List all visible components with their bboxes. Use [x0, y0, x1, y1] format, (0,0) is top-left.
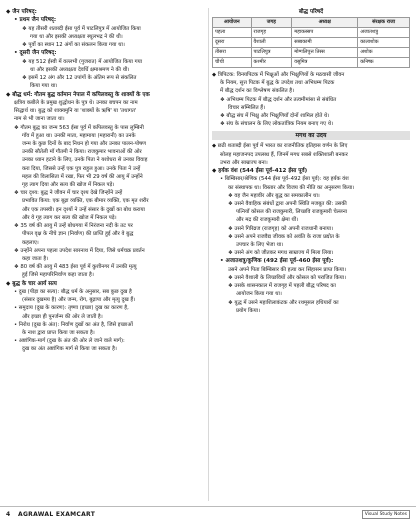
councils-header-cell: आयोजन: [213, 18, 252, 28]
councils-title: बौद्ध परिषदें: [298, 9, 324, 15]
councils-cell: अजातशत्रु: [358, 28, 410, 38]
left-text-line: नाम से भी जाना जाता था।: [14, 116, 65, 123]
left-text-line: ❖ पूर्वो का स्थान 12 अंगों का संकलन किया गया था।: [22, 42, 125, 49]
tripitaka-section: [212, 71, 410, 128]
left-text-line: ❖ 35 वर्ष की आयु में उन्हें बोधगया में निरंजना नदी के तट पर: [14, 223, 133, 230]
left-text-line: ❖ गौतम बुद्ध का जन्म 563 ईसा पूर्व में कपिलवस्तु के पास लुम्बिनी: [14, 124, 144, 131]
left-text-line: सिद्धार्थ था। बुद्ध को शाक्यमुनि या 'शाक्यों के ऋषि' या 'तथागत': [14, 108, 137, 115]
left-text-line: और वे गृह त्याग कर सत्य की खोज में निकल पड़े।: [22, 214, 117, 221]
table-row: [213, 28, 410, 38]
left-text-line: ❖ 80 वर्ष की आयु में 483 ईसा पूर्व में कुशीनगर में उनकी मृत्यु: [14, 264, 137, 271]
left-text-line: ❖ इसमें 12 अंग और 12 उपांगों के अंतिम रूप से संकलित: [22, 75, 137, 82]
left-text-line: ❖ उन्होंने अपना पहला उपदेश सारनाथ में दिया, जिसे धर्मचक्र प्रवर्तन: [14, 247, 145, 254]
councils-cell: दूसरा: [213, 38, 252, 48]
magadha-text-line: पत्नियाँ कोसल की राजकुमारी, लिच्छवि राजकुमारी चेल्लना: [236, 209, 348, 216]
left-text-line: (संसार दुखमय है) और जन्म, रोग, बुढ़ापा और मृत्यु दुख हैं।: [22, 297, 136, 304]
left-text-line: ◆ बुद्ध के चार आर्य सत्य: [6, 280, 57, 287]
left-text-line: महल की विलासिता में रखा, फिर भी 29 वर्ष की आयु में उन्होंने: [22, 173, 143, 180]
left-text-line: • अष्टांगिक-मार्ग (दुख के अंत की ओर ले जाने वाले मार्ग):: [14, 338, 125, 345]
magadha-text-line: आयोजन किया गया था।: [236, 291, 282, 298]
left-text-line: ◆ जैन परिषद्:: [6, 9, 37, 15]
magadha-text-line: ◆ हर्यक वंश (544 ईसा पूर्व–412 ईसा पूर्व): [212, 168, 308, 175]
tripitaka-text-line: ❖ अभिधम्म पिटक में बौद्ध दर्शन और तत्वमीमांसा से संबंधित: [220, 96, 337, 103]
brand-name: AGRAWAL EXAMCART: [18, 511, 96, 518]
left-text-line: गया था और इसकी अध्यक्षता स्थूलभद्र ने की थी।: [30, 34, 123, 41]
councils-body: [213, 28, 410, 68]
councils-cell: महाकस्सप: [292, 28, 358, 38]
section-band-magadha: मगध का उदय: [212, 131, 410, 140]
councils-table: [212, 17, 410, 68]
left-text-line: कहा जाता है।: [22, 255, 49, 262]
magadha-text-line: ❖ उसने गिरिव्रज (राजगृह) को अपनी राजधानी बनाया।: [228, 225, 334, 232]
magadha-text-line: ❖ उसने अंग को जीतकर मगध साम्राज्य में मिला लिया।: [228, 250, 334, 257]
left-text-line: • दूसरी जैन परिषद्:: [14, 50, 57, 57]
table-row: [213, 38, 410, 48]
left-text-line: दुख का अंत अष्टांगिक मार्ग से किया जा सकता है।: [22, 346, 117, 353]
magadha-text-line: ❖ उसने अपने राजवैद्य जीवक को अवंति के राजा प्रद्योत के: [228, 233, 340, 240]
left-text-line: • प्रथम जैन परिषद्:: [14, 17, 57, 24]
left-text-line: गृह त्याग दिया और सत्य की खोज में निकल पड़े।: [22, 182, 115, 189]
left-text-line: • समुदाय (दुख के कारण): तृष्णा (इच्छा) दुख का कारण है,: [14, 305, 129, 312]
councils-cell: पाटलिपुत्र: [251, 48, 292, 58]
left-text-line: था और इसकी अध्यक्षता देवर्धि क्षमाश्रमण ने की थी।: [30, 67, 130, 74]
left-text-line: और इच्छा ही पुनर्जन्म की ओर ले जाती है।: [22, 313, 103, 320]
tripitaka-text-line: ◆ त्रिपिटक: विनयपिटक में भिक्षुओं और भिक्षुणियों के मठवासी जीवन: [212, 72, 345, 78]
magadha-text-line: का संस्थापक था। विस्तार और विजय की नीति का अनुसरण किया।: [228, 184, 355, 191]
councils-cell: कनिष्क: [358, 58, 410, 68]
page-footer: [0, 506, 416, 525]
left-text-line: • दुख (पीड़ा का सत्य): बौद्ध धर्म के अनुसार, सब कुछ दुख है: [14, 288, 132, 295]
councils-cell: पहला: [213, 28, 252, 38]
magadha-text-line: ❖ युद्ध में उसने महाशिलाकंटक और रथमूसल हथियारों का: [228, 299, 339, 306]
left-text-line: ❖ चार दृश्य: बुद्ध ने जीवन में चार दृश्य देखे जिन्होंने उन्हें: [14, 190, 123, 197]
magadha-text-line: • बिम्बिसार/श्रेणिक (544 ईसा पूर्व–492 ईसा पूर्व): वह हर्यक वंश: [220, 176, 349, 183]
councils-cell: सब्बकामी: [292, 38, 358, 48]
councils-cell: तीसरा: [213, 48, 252, 58]
tripitaka-text-line: विचार सम्मिलित हैं।: [228, 104, 266, 111]
councils-header-cell: जगह: [251, 18, 292, 28]
magadha-text-line: प्रयोग किया।: [236, 307, 261, 314]
left-text-line: गाँव में हुआ था। उनकी माता, महामाया (महारानी) का उनके: [22, 132, 136, 139]
magadha-text-line: उपचार के लिए भेजा था।: [236, 242, 284, 249]
tripitaka-text-line: के नियम, सुत्त पिटक में बुद्ध के उपदेश तथा अभिधम्म पिटक: [220, 80, 335, 87]
left-text-line: पीपल वृक्ष के नीचे ज्ञान (निर्वाण) की प्राप्ति हुई और वे बुद्ध: [22, 231, 134, 238]
column-divider: [208, 8, 209, 501]
councils-header-row: [213, 18, 410, 28]
page-number: 4: [6, 511, 11, 518]
right-column: [212, 8, 410, 501]
councils-cell: वसुमित्र: [292, 58, 358, 68]
magadha-text-line: और मद्र की राजकुमारी क्षेमा थीं।: [236, 217, 299, 224]
magadha-text-line: ❖ उसने वैवाहिक संबंधों द्वारा अपनी स्थिति मजबूत की: उसकी: [228, 201, 347, 208]
left-text-line: प्रभावित किया: एक बूढ़ा व्यक्ति, एक बीमार व्यक्ति, एक मृत शरीर: [22, 198, 149, 205]
left-text-line: उनकी सौतेली माँ गौतमी ने किया। राजकुमार भावनाओं की ओर: [22, 149, 142, 156]
councils-header-cell: संरक्षक राजा: [358, 18, 410, 28]
magadha-section: [212, 142, 410, 315]
left-text-line: और एक तपस्वी। इन दृश्यों ने उन्हें संसार के दुखों का बोध कराया: [22, 206, 145, 213]
tripitaka-text-line: में बौद्ध दर्शन का विश्लेषण संकलित है।: [220, 88, 295, 95]
left-text-line: ❖ यह तीसरी शताब्दी ईसा पूर्व में पाटलिपुत्र में आयोजित किया: [22, 25, 141, 32]
councils-cell: वैशाली: [251, 38, 292, 48]
left-text-line: हुई जिसे महापरिनिर्वाण कहा जाता है।: [22, 272, 94, 279]
councils-cell: कालाशोक: [358, 38, 410, 48]
left-text-line: ❖ यह 512 ईस्वी में वल्लभी (गुजरात) में आयोजित किया गया: [22, 58, 143, 65]
left-text-line: उनका ध्यान हटाने के लिए, उनके पिता ने यशोधरा से उनका विवाह: [22, 157, 148, 164]
councils-cell: चौथी: [213, 58, 252, 68]
tripitaka-text-line: ❖ बौद्ध संघ में भिक्षु और भिक्षुणियाँ दोनों शामिल होते थे।: [220, 113, 330, 120]
magadha-text-line: ❖ उसके शासनकाल में राजगृह में पहली बौद्ध परिषद का: [228, 283, 336, 290]
councils-cell: राजगृह: [251, 28, 292, 38]
tripitaka-text-line: ❖ संघ के संचालन के लिए लोकतांत्रिक नियम बनाए गए थे।: [220, 121, 334, 128]
left-text-line: कहलाए।: [22, 239, 39, 246]
councils-cell: मोग्गलिपुत्त तिस्स: [292, 48, 358, 58]
left-text-line: क्षत्रिय कबीले के प्रमुख शुद्धोधन के पुत्र थे। उनका बचपन का नाम: [14, 100, 138, 107]
left-text-line: करा दिया, जिससे उन्हें एक पुत्र राहुल हुआ। उनके पिता ने उन्हें: [22, 165, 141, 172]
left-column: [6, 8, 206, 501]
magadha-text-line: ❖ वह जैन महावीर और बुद्ध का समकालीन था।: [228, 192, 320, 199]
left-text-line: के नाश द्वारा प्राप्त किया जा सकता है।: [22, 329, 95, 336]
left-text-line: जन्म के कुछ दिनों के बाद निधन हो गया और उनका पालन-पोषण: [22, 141, 147, 148]
magadha-text-line: उसने अपने पिता बिम्बिसार की हत्या कर सिंहासन प्राप्त किया।: [228, 266, 347, 273]
magadha-text-line: उभरा और साम्राज्य बना।: [220, 159, 268, 166]
table-row: [213, 48, 410, 58]
table-row: [213, 58, 410, 68]
councils-header-cell: अध्यक्ष: [292, 18, 358, 28]
councils-cell: अशोक: [358, 48, 410, 58]
magadha-text-line: सोलह महाजनपद उपलब्ध हैं, जिनमें मगध सबसे शक्तिशाली बनकर: [220, 151, 348, 158]
footer-tag: Visual Study Notes: [362, 510, 410, 519]
left-text-line: किया गया था।: [30, 83, 58, 90]
magadha-text-line: ❖ उसने वैशाली के लिच्छवियों और कोसल को पराजित किया।: [228, 275, 347, 282]
left-text-line: • निरोध (दुख के अंत): निर्वाण दुखों का अंत है, जिसे इच्छाओं: [14, 321, 133, 328]
magadha-text-line: • अजातशत्रु/कुणिक (492 ईसा पूर्व–460 ईसा पूर्व):: [220, 258, 334, 265]
councils-cell: कश्मीर: [251, 58, 292, 68]
left-text-line: ◆ बौद्ध धर्म: गौतम बुद्ध वर्तमान नेपाल में कपिलवस्तु के शाक्यों के एक: [6, 91, 150, 98]
magadha-text-line: ◆ छठी शताब्दी ईसा पूर्व में भारत का राजनीतिक इतिहास वर्णन के लिए: [212, 143, 348, 150]
